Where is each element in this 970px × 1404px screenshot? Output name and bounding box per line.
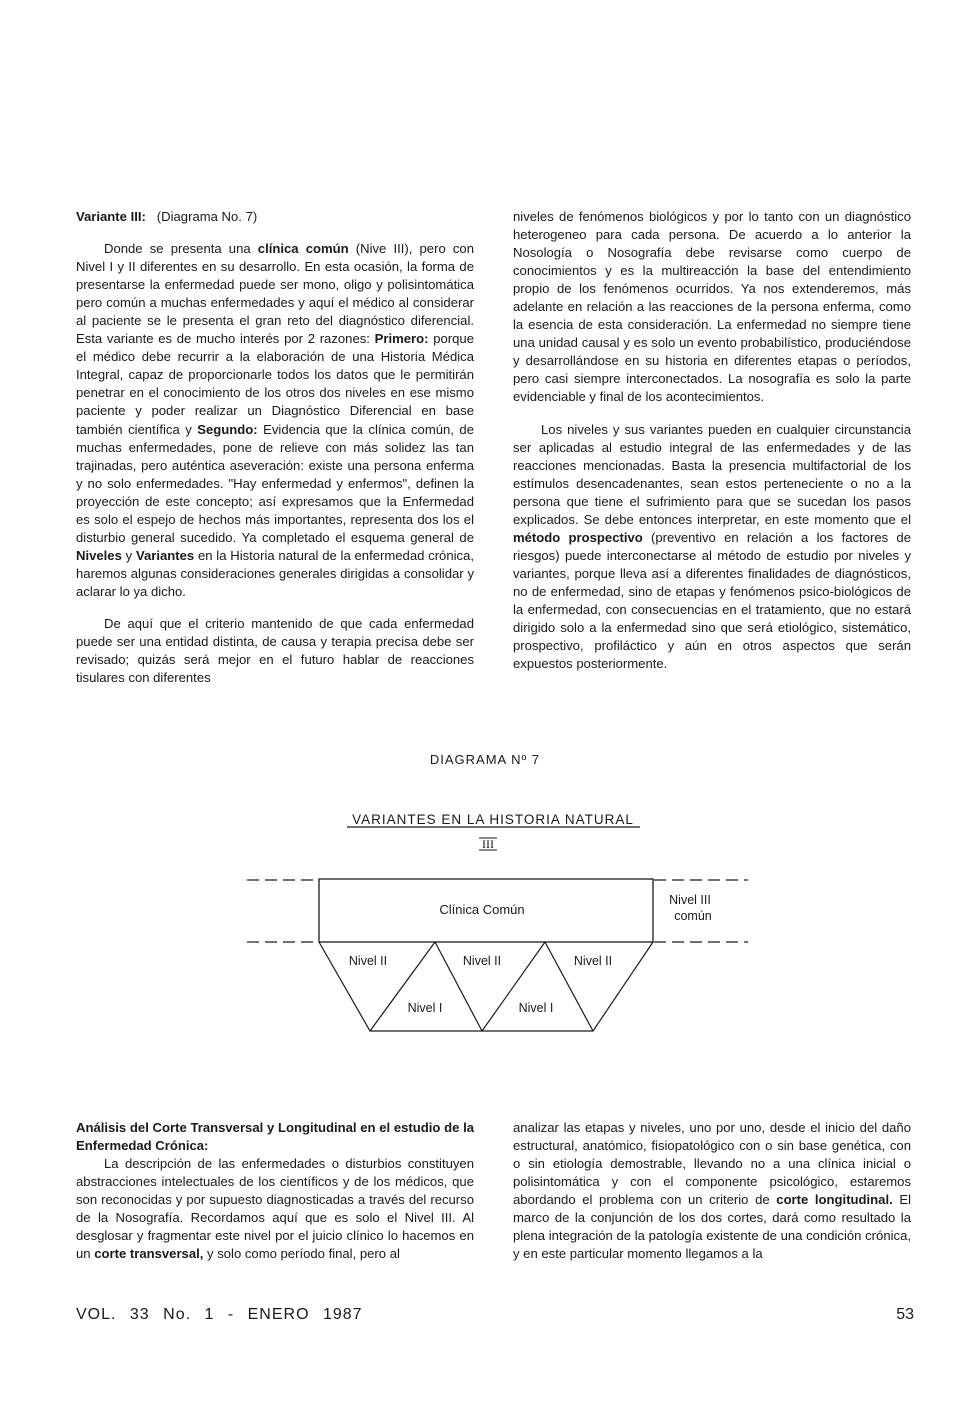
paragraph: Donde se presenta una clínica común (Nive III), pero con Nivel I y II diferentes en su desarrollo. En esta ocasión, la forma de presentarse la enfermedad puede ser mono, oligo y polisintomática pero común a muchas enfermedades y aquí el médico al considerar al paciente se le presenta el gran reto del diagnóstico diferencial. Esta variante es de mucho interés por 2 razones: Primero: porque el médico debe recurrir a la elaboración de una Historia Médica Integral, capaz de proporcionarle todos los datos que le permitirán penetrar en el conocimiento de los otros dos niveles en ese mismo paciente y poder realizar un Diagnóstico Diferencial en base también científica y Segundo: Evidencia que la clínica común, de muchas enfermedades, pone de relieve con más solidez las tan trajinadas, pero auténtica aseveración: existe una persona enferma y no solo enfermedades. "Hay enfermedad y enfermos", definen la proyección de este concepto; así expresamos que la Enfermedad es solo el espejo de hechos más importantes, representa dos los el disturbio general sucedido. Ya completado el esquema general de Niveles y Variantes en la Historia natural de la enfermedad crónica, haremos algunas consideraciones generales dirigidas a consolidar y aclarar lo ya dicho. — [76, 241, 475, 599]
clinica-comun-label: Clínica Común — [439, 902, 525, 917]
column-right-top — [513, 208, 911, 673]
nivel-ii-label-right: Nivel II — [573, 954, 613, 968]
paragraph: analizar las etapas y niveles, uno por uno, desde el inicio del daño estructural, anatómico, fisiopatológico con o sin base genética, con o sin etiología demostrable, llevando no a una clínica inicial o polisintomática y con el componente psicológico, estaremos abordando el problema con un criterio de corte longitudinal. El marco de la conjunción de los dos cortes, dará como resultado la plena integración de la patología existente de una condición crónica, y en este particular momento llegamos a la — [513, 1120, 912, 1262]
heading-reference: (Diagrama No. 7) — [156, 209, 258, 224]
nivel-iii-label: Nivel III — [669, 893, 711, 907]
nivel-ii-label-left: Nivel II — [348, 954, 388, 968]
diagram-title: VARIANTES EN LA HISTORIA NATURAL — [352, 812, 634, 827]
nivel-ii-label-center: Nivel II — [462, 954, 502, 968]
comun-label: común — [674, 909, 712, 923]
paragraph: Los niveles y sus variantes pueden en cualquier circunstancia ser aplicadas al estudio integral de las enfermedades y de las reacciones mencionadas. Basta la presencia multifactorial de los estímulos desencadenantes, sean estos perteneciente o no a la persona que tiene el sufrimiento para que se sucedan los pasos explicados. Se debe entonces interpretar, en este momento que el método prospectivo (preventivo en relación a los factores de riesgos) puede interconectarse al método de estudio por niveles y variantes, porque lleva así a diferentes finalidades de diagnósticos, no de enfermedad, sino de etapas y fenómenos psico-biológicos de la enfermedad, con consecuencias en el tratamiento, que no estará dirigido solo a la enfermedad sino que será etiológico, sistemático, prospectivo, profiláctico y aún en otros aspectos que serán expuestos posteriormente. — [513, 421, 911, 672]
diagram-caption: DIAGRAMA Nº 7 — [429, 752, 541, 767]
roman-numeral: III — [482, 837, 494, 851]
column-right-bottom — [513, 1119, 911, 1263]
nivel-i-label-right: Nivel I — [518, 1001, 554, 1015]
paragraph: De aquí que el criterio mantenido de que cada enfermedad puede ser una entidad distinta, de causa y terapia precisa debe ser revisado; quizás será mejor en el futuro hablar de reacciones tisulares con diferentes — [76, 615, 474, 686]
paragraph: niveles de fenómenos biológicos y por lo tanto con un diagnóstico heterogeneo para cada persona. De acuerdo a lo anterior la Nosología o Nosografía debe revisarse como cuerpo de conocimientos y es la multireacción la base del entendimiento propio de los fenómenos ocurridos. Ya nos extenderemos, más adelante en relación a las reacciones de la persona enferma, como la esencia de esta consideración. La enfermedad no siempre tiene una unidad causal y es solo un evento probabilístico, produciéndose y desarrollándose en su historia en diferentes etapas o períodos, pero casi siempre interconectados. La nosografía es solo la parte evidenciable y final de los acontecimientos. — [513, 209, 911, 405]
column-left-bottom — [76, 1119, 474, 1263]
column-left-top — [76, 208, 474, 687]
section-heading — [76, 208, 474, 226]
nivel-i-label-left: Nivel I — [407, 1001, 443, 1015]
diagram — [0, 800, 970, 1050]
page-number: 53 — [896, 1306, 914, 1323]
journal-issue: VOL. 33 No. 1 - ENERO 1987 — [76, 1306, 363, 1323]
section-heading: Análisis del Corte Transversal y Longitudinal en el estudio de la Enfermedad Crónica: — [76, 1120, 474, 1153]
heading-label: Variante III: — [76, 209, 146, 224]
paragraph: La descripción de las enfermedades o disturbios constituyen abstracciones intelectuales de los científicos y de los médicos, que son reconocidas y por supuesto diagnosticadas a través del recurso de la Nosografía. Recordamos aquí que es solo el Nivel III. Al desglosar y fragmentar este nivel por el juicio clínico lo hacemos en un corte transversal, y solo como período final, pero al — [76, 1156, 474, 1262]
